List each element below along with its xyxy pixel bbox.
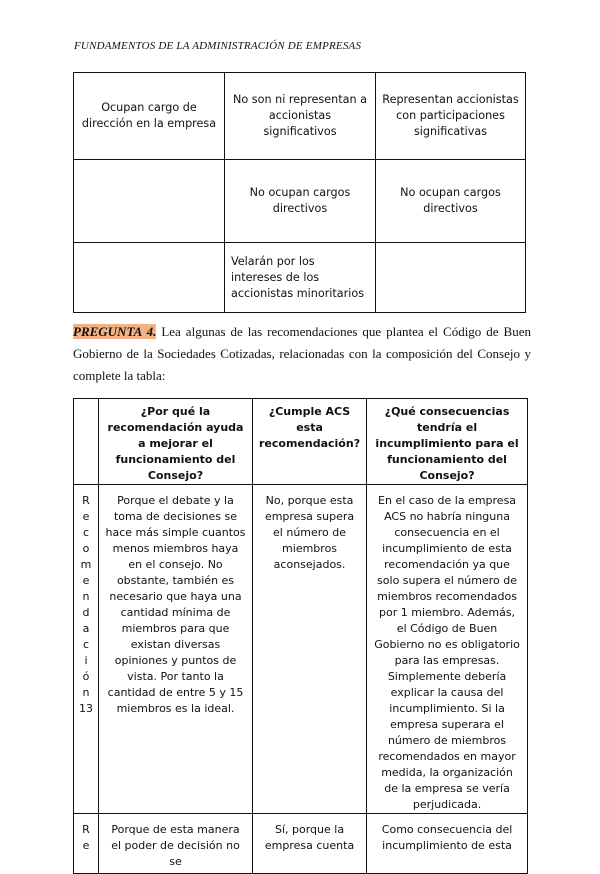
table-cell: Porque de esta manera el poder de decisión no se <box>99 814 253 874</box>
table-cell: Ocupan cargo de dirección en la empresa <box>74 73 225 160</box>
table-cell: En el caso de la empresa ACS no habría ninguna consecuencia en el incumplimiento de esta recomendación ya que solo supera el número de miembros recomendados por 1 miembro. Además, el Código de Buen Gobierno no es obligatorio para las empresas. Simplemente debería explicar la causa del incumplimiento. Si la empresa superara el número de miembros recomendados en mayor medida, la organización de la empresa se vería perjudicada. <box>367 485 528 814</box>
question-label: PREGUNTA 4. <box>73 324 157 339</box>
table-cell: Representan accionistas con participaciones significativas <box>376 73 526 160</box>
table-cell: Porque el debate y la toma de decisiones se hace más simple cuantos menos miembros haya en el consejo. No obstante, también es necesario que haya una cantidad mínima de miembros para que existan diversas opiniones y puntos de vista. Por tanto la cantidad de entre 5 y 15 miembros es la ideal. <box>99 485 253 814</box>
table-cell: Sí, porque la empresa cuenta <box>253 814 367 874</box>
board-composition-table <box>73 72 526 313</box>
page-header: FUNDAMENTOS DE LA ADMINISTRACIÓN DE EMPRESAS <box>74 40 362 52</box>
row-label: R e <box>74 814 99 874</box>
question-paragraph <box>73 321 531 387</box>
table-cell: No, porque esta empresa supera el número de miembros aconsejados. <box>253 485 367 814</box>
recommendations-table <box>73 398 528 874</box>
table-cell: No ocupan cargos directivos <box>376 160 526 243</box>
table-cell: No son ni representan a accionistas significativos <box>225 73 376 160</box>
question-text: Lea algunas de las recomendaciones que plantea el Código de Buen Gobierno de la Sociedades Cotizadas, relacionadas con la composición del Consejo y complete la tabla: <box>73 324 531 383</box>
table-cell: Velarán por los intereses de los accionistas minoritarios <box>225 243 376 313</box>
table-cell <box>376 243 526 313</box>
table-cell: No ocupan cargos directivos <box>225 160 376 243</box>
header-cell <box>74 399 99 485</box>
header-cell: ¿Qué consecuencias tendría el incumplimiento para el funcionamiento del Consejo? <box>367 399 528 485</box>
header-cell: ¿Por qué la recomendación ayuda a mejorar el funcionamiento del Consejo? <box>99 399 253 485</box>
table-cell <box>74 160 225 243</box>
row-label: R e c o m e n d a c i ó n 13 <box>74 485 99 814</box>
table-cell <box>74 243 225 313</box>
header-cell: ¿Cumple ACS esta recomendación? <box>253 399 367 485</box>
table-cell: Como consecuencia del incumplimiento de esta <box>367 814 528 874</box>
